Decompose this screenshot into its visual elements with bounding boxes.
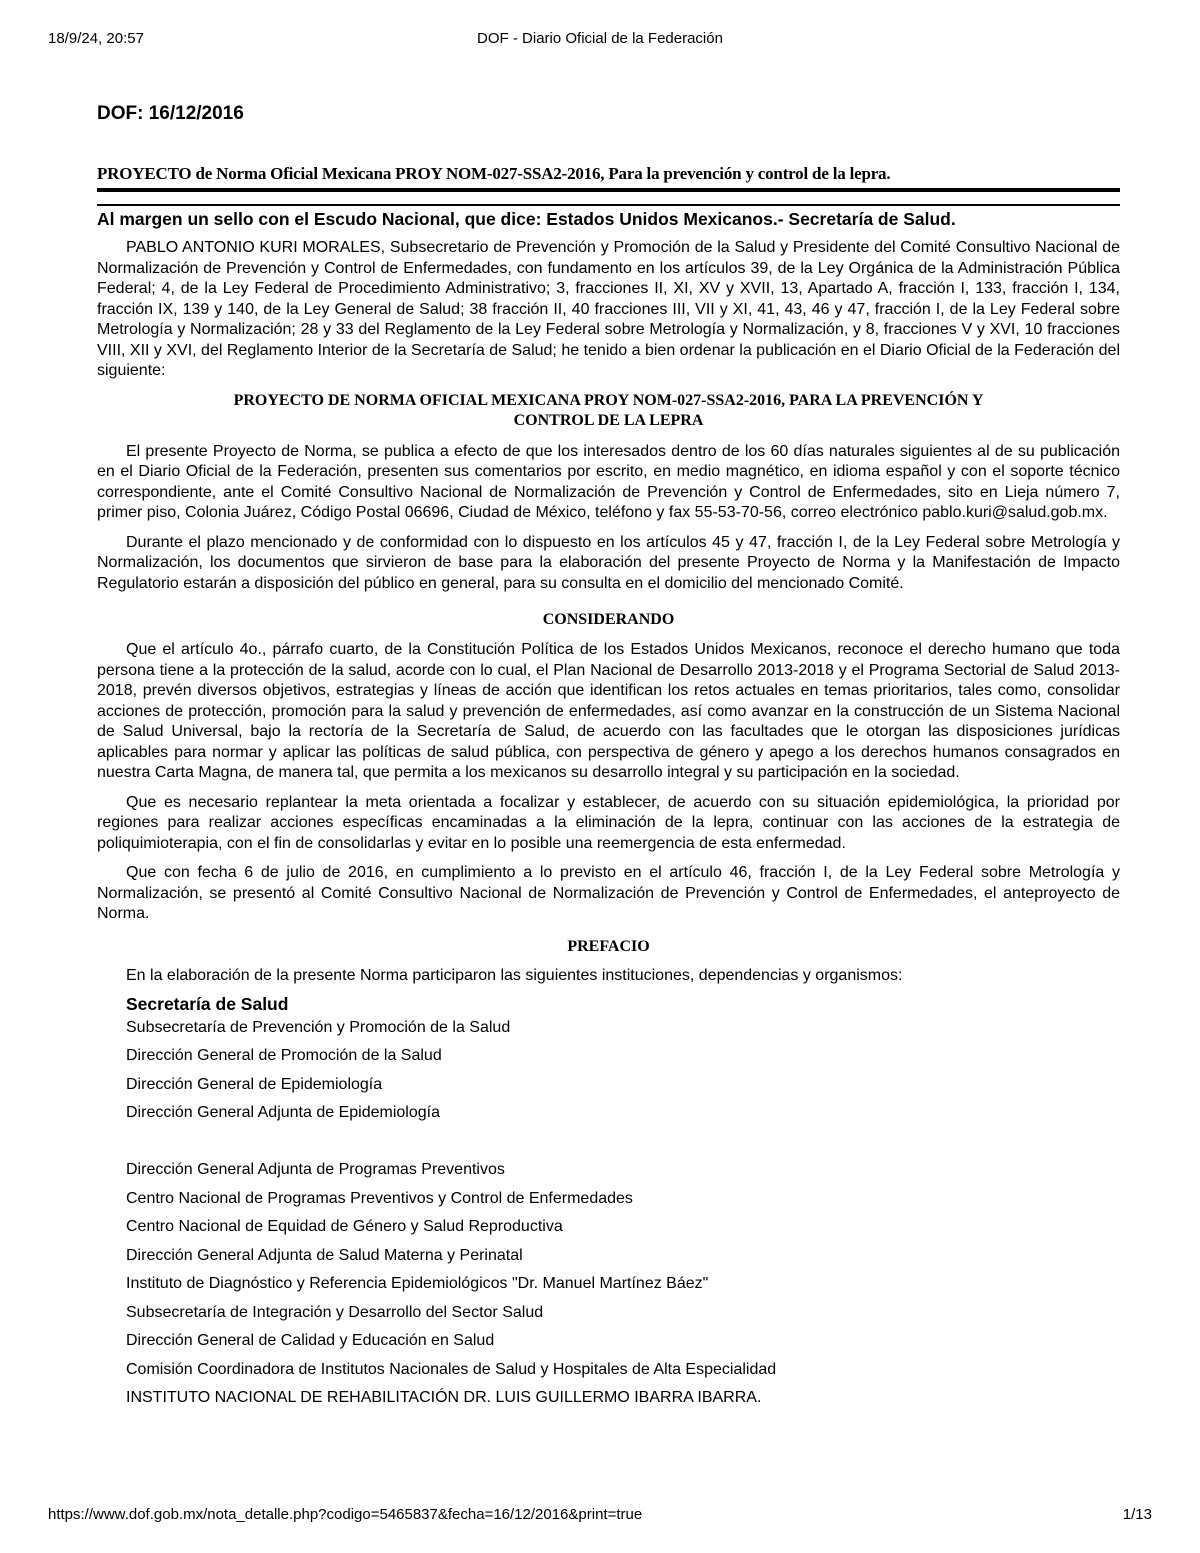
list-item: Centro Nacional de Programas Preventivos y Control de Enfermedades [126, 1189, 633, 1207]
institutions-list [97, 1014, 1120, 1413]
list-item: Comisión Coordinadora de Institutos Nacionales de Salud y Hospitales de Alta Especialidad [126, 1360, 777, 1378]
list-spacer [126, 1128, 1120, 1157]
print-page-title: DOF - Diario Oficial de la Federación [477, 30, 723, 47]
title-rule-thick [97, 188, 1120, 192]
list-item: Subsecretaría de Prevención y Promoción de la Salud [126, 1018, 511, 1036]
title-rule-thin [97, 204, 1120, 206]
list-item: Dirección General de Calidad y Educación en Salud [126, 1332, 495, 1349]
prefacio-heading: PREFACIO [567, 937, 650, 955]
intro-paragraph: PABLO ANTONIO KURI MORALES, Subsecretario de Prevención y Promoción de la Salud y Presidente del Comité Consultivo Nacional de Normalización de Prevención y Control de Enfermedades, con fundamento en los artículos 39, de la Ley Orgánica de la Administración Pública Federal; 4, de la Ley Federal de Procedimiento Administrativo; 3, fracciones II, XI, XV y XVII, 13, Apartado A, fracción I, 133, fracción I, 134, fracción IX, 139 y 140, de la Ley General de Salud; 38 fracción II, 40 fracciones III, VII y XI, 41, 43, 46 y 47, fracción I, de la Ley Federal sobre Metrología y Normalización; 28 y 33 del Reglamento de la Ley Federal sobre Metrología y Normalización, y 8, fracciones V y XVI, 10 fracciones VIII, XII y XVI, del Reglamento Interior de la Secretaría de Salud; he tenido a bien ordenar la publicación en el Diario Oficial de la Federación del siguiente: [97, 239, 1120, 379]
list-item: Subsecretaría de Integración y Desarrollo del Sector Salud [126, 1303, 544, 1321]
main-heading-line2: CONTROL DE LA LEPRA [513, 411, 704, 429]
considerando-paragraph-3: Que con fecha 6 de julio de 2016, en cumplimiento a lo previsto en el artículo 46, fracción I, de la Ley Federal sobre Metrología y Normalización, se presentó al Comité Consultivo Nacional de Normalización de Prevención y Control de Enfermedades, el anteproyecto de Norma. [97, 864, 1120, 922]
document-body [97, 100, 1120, 1413]
list-item: Dirección General Adjunta de Programas Preventivos [126, 1161, 505, 1178]
prefacio-intro: En la elaboración de la presente Norma participaron las siguientes instituciones, dependencias y organismos: [126, 966, 903, 984]
publication-paragraph: El presente Proyecto de Norma, se publica a efecto de que los interesados dentro de los 60 días naturales siguientes al de su publicación en el Diario Oficial de la Federación, presenten sus comentarios por escrito, en medio magnético, en idioma español y con el soporte técnico correspondiente, ante el Comité Consultivo Nacional de Normalización de Prevención y Control de Enfermedades, sito en Lieja número 7, primer piso, Colonia Juárez, Código Postal 06696, Ciudad de México, teléfono y fax 55-53-70-56, correo electrónico pablo.kuri@salud.gob.mx. [97, 442, 1120, 521]
dof-date: DOF: 16/12/2016 [97, 103, 244, 124]
margin-note: Al margen un sello con el Escudo Nacional, que dice: Estados Unidos Mexicanos.- Secretaría de Salud. [97, 209, 956, 229]
list-item: Centro Nacional de Equidad de Género y Salud Reproductiva [126, 1218, 563, 1235]
list-item: Dirección General Adjunta de Epidemiología [126, 1104, 440, 1121]
list-item: Instituto de Diagnóstico y Referencia Epidemiológicos "Dr. Manuel Martínez Báez" [126, 1275, 709, 1292]
list-item: INSTITUTO NACIONAL DE REHABILITACIÓN DR. LUIS GUILLERMO IBARRA IBARRA. [126, 1389, 762, 1406]
list-item: Dirección General Adjunta de Salud Materna y Perinatal [126, 1246, 523, 1264]
considerando-paragraph-1: Que el artículo 4o., párrafo cuarto, de la Constitución Política de los Estados Unidos Mexicanos, reconoce el derecho humano que toda persona tiene a la protección de la salud, acorde con lo cual, el Plan Nacional de Desarrollo 2013-2018 y el Programa Sectorial de Salud 2013-2018, prevén diversos objetivos, estrategias y líneas de acción que identifican los retos actuales en temas prioritarios, tales como, consolidar acciones de protección, promoción para la salud y prevención de enfermedades, así como avanzar en la construcción de un Sistema Nacional de Salud Universal, bajo la rectoría de la Secretaría de Salud, de acuerdo con las facultades que le otorgan las disposiciones jurídicas aplicables para normar y aplicar las políticas de salud pública, con perspectiva de género y apego a los derechos humanos consagrados en nuestra Carta Magna, de manera tal, que permita a los mexicanos su desarrollo integral y su participación en la sociedad. [97, 641, 1120, 781]
document-title: PROYECTO de Norma Oficial Mexicana PROY NOM-027-SSA2-2016, Para la prevención y control de la lepra. [97, 164, 891, 183]
plazo-paragraph: Durante el plazo mencionado y de conformidad con lo dispuesto en los artículos 45 y 47, fracción I, de la Ley Federal sobre Metrología y Normalización, los documentos que sirvieron de base para la elaboración del presente Proyecto de Norma y la Manifestación de Impacto Regulatorio estarán a disposición del público en general, para su consulta en el domicilio del mencionado Comité. [97, 533, 1120, 592]
considerando-heading: CONSIDERANDO [542, 611, 675, 628]
print-footer [48, 1506, 1152, 1526]
main-heading-line1: PROYECTO DE NORMA OFICIAL MEXICANA PROY NOM-027-SSA2-2016, PARA LA PREVENCIÓN Y [233, 391, 984, 409]
page-indicator: 1/13 [1122, 1506, 1152, 1523]
list-item: Dirección General de Epidemiología [126, 1075, 383, 1093]
main-heading [97, 391, 1120, 431]
list-item: Dirección General de Promoción de la Salud [126, 1047, 442, 1064]
considerando-paragraph-2: Que es necesario replantear la meta orientada a focalizar y establecer, de acuerdo con su situación epidemiológica, la prioridad por regiones para realizar acciones específicas encaminadas a la eliminación de la lepra, continuar con las acciones de la estrategia de poliquimioterapia, con el fin de consolidarlas y evitar en lo posible una reemergencia de esta enfermedad. [97, 793, 1120, 852]
institutions-head: Secretaría de Salud [126, 993, 289, 1014]
print-header [48, 30, 1152, 50]
print-datetime: 18/9/24, 20:57 [48, 30, 144, 47]
print-url: https://www.dof.gob.mx/nota_detalle.php?codigo=5465837&fecha=16/12/2016&print=true [48, 1506, 643, 1523]
